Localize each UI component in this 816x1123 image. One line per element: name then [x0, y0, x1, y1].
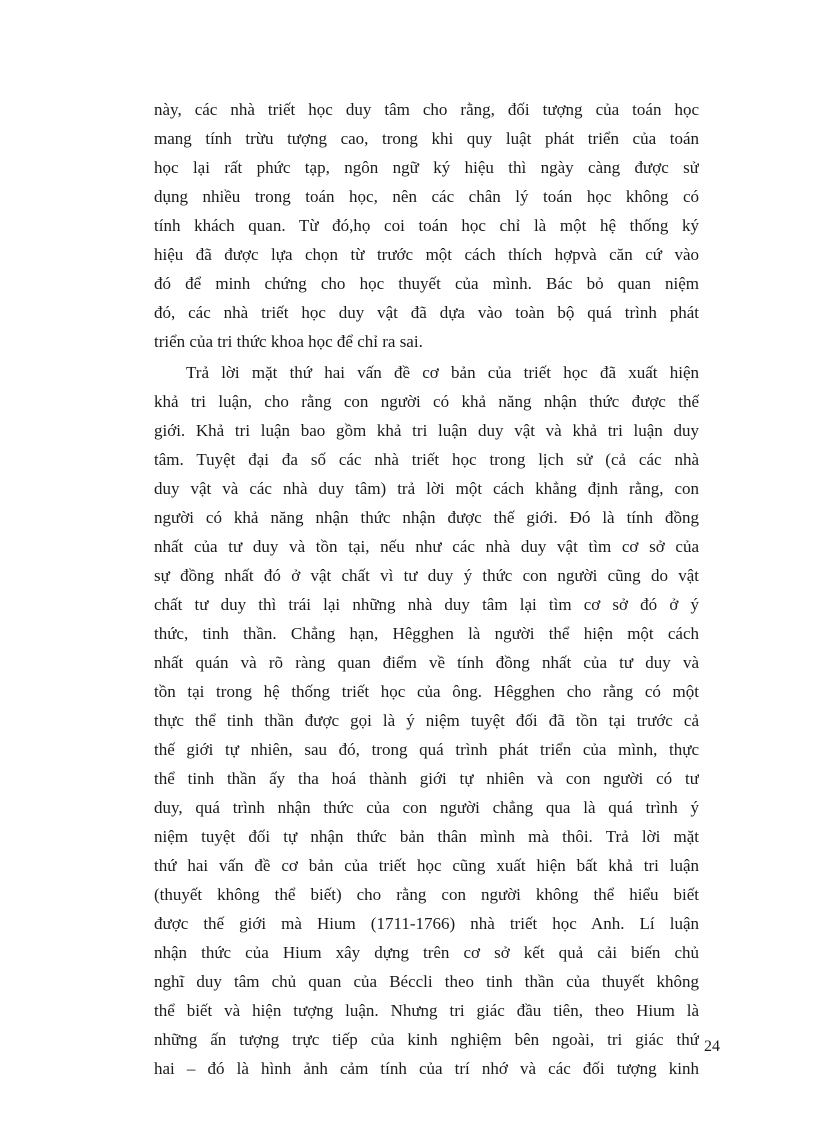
text-line: duy, quá trình nhận thức của con người chẳng qua là quá trình ý [154, 798, 699, 817]
text-line: thể biết và hiện tượng luận. Nhưng tri giác đầu tiên, theo Hium là [154, 1001, 699, 1020]
text-line: niệm tuyệt đối tự nhận thức bản thân mình mà thôi. Trả lời mặt [154, 827, 699, 846]
text-line: nghĩ duy tâm chủ quan của Béccli theo tinh thần của thuyết không [154, 972, 699, 991]
text-line: thực thể tinh thần được gọi là ý niệm tuyệt đối đã tồn tại trước cả [154, 711, 699, 730]
text-line: thức, tinh thần. Chẳng hạn, Hêgghen là người thể hiện một cách [154, 624, 699, 643]
paragraph-2 [154, 358, 699, 1083]
text-line: hiệu đã được lựa chọn từ trước một cách thích hợpvà căn cứ vào [154, 245, 699, 264]
text-line: (thuyết không thể biết) cho rằng con người không thể hiểu biết [154, 885, 699, 904]
text-line: hai – đó là hình ảnh cảm tính của trí nhớ và các đối tượng kinh [154, 1059, 699, 1078]
text-line: dụng nhiều trong toán học, nên các chân lý toán học không có [154, 187, 699, 206]
text-line: này, các nhà triết học duy tâm cho rằng, đối tượng của toán học [154, 100, 699, 119]
text-line: thể tinh thần ấy tha hoá thành giới tự nhiên và con người có tư [154, 769, 699, 788]
text-line: học lại rất phức tạp, ngôn ngữ ký hiệu thì ngày càng được sử [154, 158, 699, 177]
text-line: người có khả năng nhận thức nhận được thế giới. Đó là tính đồng [154, 508, 699, 527]
text-line: giới. Khả tri luận bao gồm khả tri luận duy vật và khả tri luận duy [154, 421, 699, 440]
text-line: những ấn tượng trực tiếp của kinh nghiệm bên ngoài, tri giác thứ [154, 1030, 699, 1049]
text-line: nhận thức của Hium xây dựng trên cơ sở kết quả cải biến chủ [154, 943, 699, 962]
text-line: triển của tri thức khoa học để chỉ ra sai. [154, 332, 423, 351]
text-line: được thế giới mà Hium (1711-1766) nhà triết học Anh. Lí luận [154, 914, 699, 933]
page-number: 24 [704, 1038, 720, 1055]
text-line: sự đồng nhất đó ở vật chất vì tư duy ý thức con người cũng do vật [154, 566, 699, 585]
text-line: nhất quán và rõ ràng quan điểm về tính đồng nhất của tư duy và [154, 653, 699, 672]
text-line: thứ hai vấn đề cơ bản của triết học cũng xuất hiện bất khả tri luận [154, 856, 699, 875]
text-line: tính khách quan. Từ đó,họ coi toán học chỉ là một hệ thống ký [154, 216, 699, 235]
text-line: tồn tại trong hệ thống triết học của ông. Hêgghen cho rằng có một [154, 682, 699, 701]
text-line: nhất của tư duy và tồn tại, nếu như các nhà duy vật tìm cơ sở của [154, 537, 699, 556]
text-line: Trả lời mặt thứ hai vấn đề cơ bản của triết học đã xuất hiện [186, 363, 699, 382]
paragraph-1 [154, 95, 699, 356]
text-line: mang tính trừu tượng cao, trong khi quy luật phát triển của toán [154, 129, 699, 148]
text-line: chất tư duy thì trái lại những nhà duy tâm lại tìm cơ sở đó ở ý [154, 595, 699, 614]
text-line: đó, các nhà triết học duy vật đã dựa vào toàn bộ quá trình phát [154, 303, 699, 322]
text-line: khả tri luận, cho rằng con người có khả năng nhận thức được thế [154, 392, 699, 411]
text-line: duy vật và các nhà duy tâm) trả lời một cách khẳng định rằng, con [154, 479, 699, 498]
text-line: đó để minh chứng cho học thuyết của mình. Bác bỏ quan niệm [154, 274, 699, 293]
text-line: thế giới tự nhiên, sau đó, trong quá trình phát triển của mình, thực [154, 740, 699, 759]
text-line: tâm. Tuyệt đại đa số các nhà triết học trong lịch sử (cả các nhà [154, 450, 699, 469]
